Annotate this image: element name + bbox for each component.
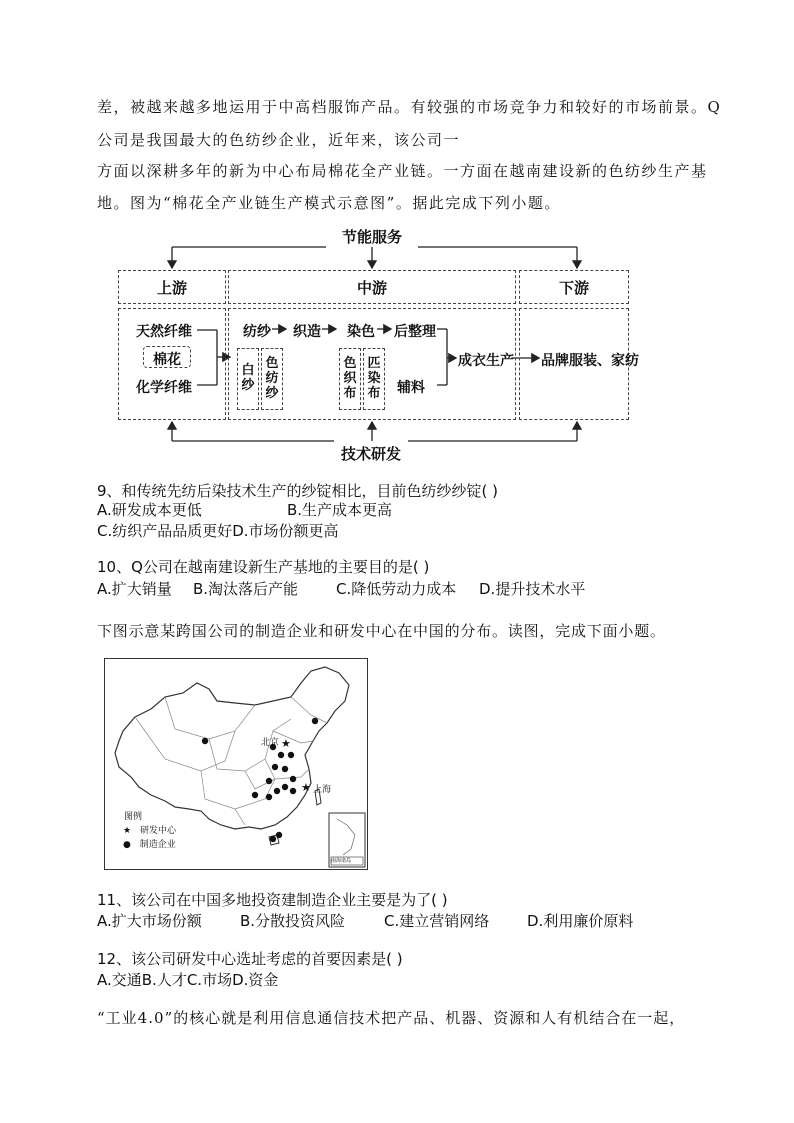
legend-rd-label: 研发中心 <box>139 826 176 836</box>
tech-rd-label: 技术研发 <box>340 445 401 463</box>
question-12-options: A.交通B.人才C.市场D.资金 <box>97 971 279 989</box>
question-9-stem: 9、和传统先纺后染技术生产的纱锭相比，目前色纺纱纱锭( ) <box>97 482 499 500</box>
dyed-cloth: 匹 染 布 <box>367 356 381 401</box>
rd-star-shanghai: ★ <box>301 781 311 794</box>
question-9-option-a: A.研发成本更低 <box>97 501 202 519</box>
dot-icon: ● <box>123 840 131 850</box>
map-intro: 下图示意某跨国公司的制造企业和研发中心在中国的分布。读图，完成下面小题。 <box>97 622 666 640</box>
mfg-dot <box>272 764 278 770</box>
question-10-option-b: B.淘汰落后产能 <box>193 580 299 598</box>
legend-title: 图例 <box>124 812 143 822</box>
mfg-dot <box>290 776 296 782</box>
intro-line-3: 方面以深耕多年的新为中心布局棉花全产业链。一方面在越南建设新的色纺纱生产基 <box>97 162 708 180</box>
mfg-dot <box>270 836 276 842</box>
question-10-option-c: C.降低劳动力成本 <box>336 580 457 598</box>
rd-star-beijing: ★ <box>281 737 291 750</box>
dyed-cloth-box <box>363 348 385 410</box>
mfg-dot <box>282 784 288 790</box>
upstream-header-box <box>118 270 226 304</box>
chemical-fiber: 化学纤维 <box>136 380 192 396</box>
question-10-option-a: A.扩大销量 <box>97 580 172 598</box>
mfg-dot <box>290 788 296 794</box>
label-beijing: 北京 <box>261 738 280 748</box>
dyeing: 染色 <box>347 324 375 340</box>
mfg-dot <box>276 832 282 838</box>
question-11-stem: 11、该公司在中国多地投资建制造企业主要是为了( ) <box>97 891 448 909</box>
mfg-dot <box>252 792 258 798</box>
question-10-option-d: D.提升技术水平 <box>479 580 586 598</box>
brand-apparel-home-textile: 品牌服装、家纺 <box>541 353 639 369</box>
energy-service-label: 节能服务 <box>341 228 402 246</box>
question-11-option-b: B.分散投资风险 <box>240 912 346 930</box>
cotton: 棉花 <box>153 352 181 368</box>
spinning: 纺纱 <box>243 324 271 340</box>
mfg-dot <box>266 778 272 784</box>
color-yarn: 色 纺 纱 <box>265 356 279 401</box>
question-11-option-a: A.扩大市场份额 <box>97 912 202 930</box>
mfg-dot <box>266 794 272 800</box>
mfg-dot <box>202 738 208 744</box>
mfg-dot <box>278 752 284 758</box>
star-icon: ★ <box>123 826 132 836</box>
downstream-header-box <box>519 270 629 304</box>
question-11-option-c: C.建立营销网络 <box>384 912 490 930</box>
mfg-dot <box>312 718 318 724</box>
cotton-box <box>143 346 191 368</box>
intro-line-2: 公司是我国最大的色纺纱企业，近年来，该公司一 <box>97 131 461 149</box>
color-cloth: 色 织 布 <box>343 356 357 401</box>
garment-production: 成衣生产 <box>458 353 514 369</box>
downstream-header: 下游 <box>558 279 589 297</box>
color-yarn-box <box>261 348 283 410</box>
color-cloth-box <box>339 348 361 410</box>
accessories: 辅料 <box>397 380 425 396</box>
inset-label: 南海诸岛 <box>331 858 352 864</box>
finishing: 后整理 <box>394 324 436 340</box>
white-yarn: 白 纱 <box>241 363 255 393</box>
midstream-header: 中游 <box>356 279 387 297</box>
mfg-dot <box>274 788 280 794</box>
question-9-option-cd: C.纺织产品品质更好D.市场份额更高 <box>97 522 339 540</box>
mfg-dot <box>282 766 288 772</box>
white-yarn-box <box>237 348 259 410</box>
china-distribution-map <box>104 658 368 870</box>
legend-mfg-label: 制造企业 <box>139 840 176 850</box>
intro-line-1: 差，被越来越多地运用于中高档服饰产品。有较强的市场竞争力和较好的市场前景。Q <box>97 98 722 116</box>
cotton-industry-chain-diagram <box>0 0 794 470</box>
legend-mfg-row <box>123 837 176 850</box>
upstream-header: 上游 <box>156 279 187 297</box>
label-shanghai: 上海 <box>313 785 332 795</box>
midstream-header-box <box>228 270 516 304</box>
question-10-stem: 10、Q公司在越南建设新生产基地的主要目的是( ) <box>97 558 430 576</box>
legend-rd-row <box>123 823 176 836</box>
weaving: 织造 <box>293 324 321 340</box>
natural-fiber: 天然纤维 <box>136 324 192 340</box>
outro-line: “工业4.0”的核心就是利用信息通信技术把产品、机器、资源和人有机结合在一起， <box>97 1009 686 1027</box>
intro-line-4: 地。图为“棉花全产业链生产模式示意图”。据此完成下列小题。 <box>97 194 561 212</box>
question-9-option-b: B.生产成本更高 <box>287 501 393 519</box>
question-12-stem: 12、该公司研发中心选址考虑的首要因素是( ) <box>97 950 403 968</box>
question-11-option-d: D.利用廉价原料 <box>527 912 634 930</box>
mfg-dot <box>288 752 294 758</box>
